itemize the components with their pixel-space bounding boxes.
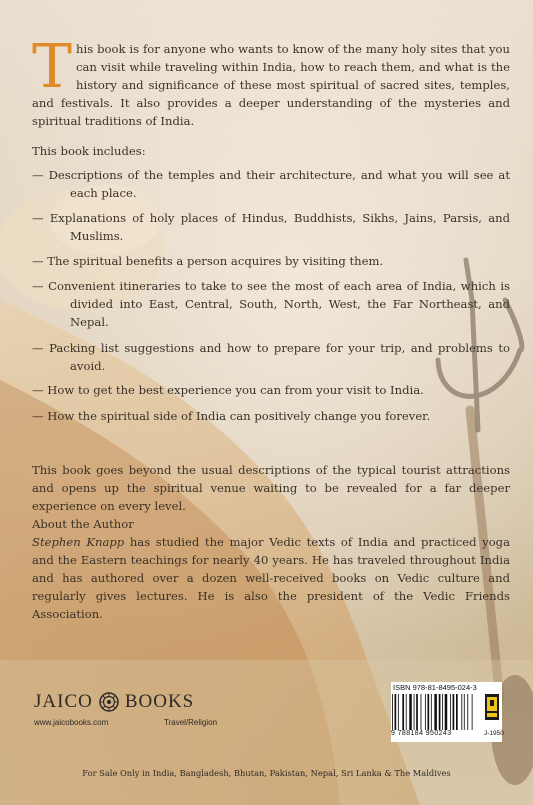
barcode-bar (439, 694, 441, 730)
barcode-bar (392, 694, 393, 730)
isbn-text: ISBN 978-81-8495-024-3 (393, 683, 477, 692)
barcode-bar (450, 694, 451, 730)
category-label: Travel/Religion (164, 718, 218, 727)
list-item: — Convenient itineraries to take to see the most of each area of India, which is divided into East, Central, South, North, West, the Far Northeast, and Nepal. (32, 279, 510, 329)
barcode-bar (416, 694, 418, 730)
barcode-bar (406, 694, 407, 730)
list-item: — Explanations of holy places of Hindus, Buddhists, Sikhs, Jains, Parsis, and Muslims. (32, 211, 510, 243)
barcode-bar (395, 694, 397, 730)
barcode-bar (442, 694, 443, 730)
author-bio-text: has studied the major Vedic texts of India and practiced yoga and the Eastern teachings for nearly 40 years. He has traveled throughout India and has authored over a dozen well-received books on Vedic culture and regularly gives lectures. He is also the president of the Vedic Friends Association. (32, 535, 511, 621)
publisher-name-right: BOOKS (124, 691, 195, 712)
publisher-name-left: JAICO (34, 691, 93, 712)
publisher-logo (34, 690, 194, 714)
barcode-digits: 9 788184 950243 (391, 730, 452, 737)
publisher-mark-icon (485, 694, 499, 720)
barcode-bar (445, 694, 448, 730)
about-heading: About the Author (32, 517, 134, 531)
barcode-bar (414, 694, 415, 730)
intro-text: his book is for anyone who wants to know of the many holy sites that you can visit while traveling within India, how to reach them, and what is the history and significance of these most spiritual of sacred sites, temples, and festivals. It also provides a deeper understanding of the mysteries and spiritual traditions of India. (32, 42, 510, 128)
barcode-bar (402, 694, 404, 730)
barcode-bar (472, 694, 473, 730)
includes-heading: This book includes: (32, 144, 146, 158)
list-item: — How to get the best experience you can from your visit to India. (32, 383, 424, 397)
sales-territory-notice: For Sale Only in India, Bangladesh, Bhutan, Pakistan, Nepal, Sri Lanka & The Maldives (82, 768, 451, 778)
author-bio (32, 533, 510, 623)
barcode-panel (391, 682, 502, 742)
barcode-bar (427, 694, 429, 730)
list-item: — Packing list suggestions and how to prepare for your trip, and problems to avoid. (32, 341, 510, 373)
intro-paragraph (32, 32, 510, 130)
barcode-bar (456, 694, 458, 730)
list-item: — How the spiritual side of India can positively change you forever. (32, 409, 431, 423)
beyond-paragraph: This book goes beyond the usual descriptions of the typical tourist attractions and opens up the spiritual venue waiting to be revealed for a far deeper experience on every level. (32, 463, 510, 513)
publisher-url: www.jaicobooks.com (34, 718, 109, 727)
jaico-emblem-icon (99, 692, 119, 712)
barcode-bar (461, 694, 462, 730)
list-item: — Descriptions of the temples and their architecture, and what you will see at each place. (32, 168, 510, 200)
drop-cap: T (32, 32, 73, 102)
barcode-bar (431, 694, 432, 730)
author-name: Stephen Knapp (32, 535, 125, 549)
product-code: J-1950 (484, 730, 504, 737)
barcode-graphic (391, 694, 481, 730)
barcode-bar (421, 694, 422, 730)
barcode-bar (434, 694, 437, 730)
barcode-bar (464, 694, 465, 730)
barcode-bar (425, 694, 426, 730)
barcode-bar (453, 694, 455, 730)
barcode-bar (467, 694, 468, 730)
barcode-bar (409, 694, 412, 730)
barcode-bar (398, 694, 399, 730)
list-item: — The spiritual benefits a person acquires by visiting them. (32, 254, 384, 268)
